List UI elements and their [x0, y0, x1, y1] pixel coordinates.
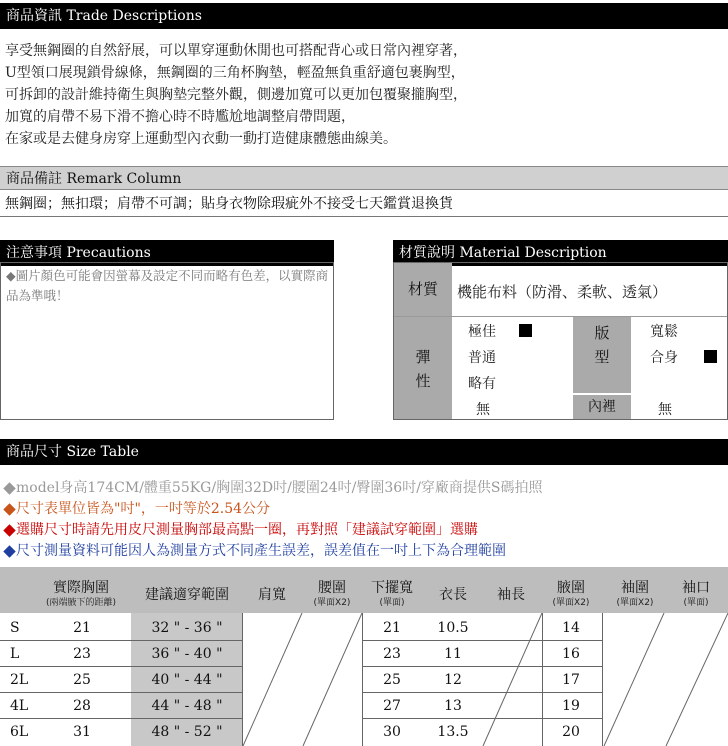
- fit-option: 合身: [650, 350, 678, 366]
- range-cell: 44 " - 48 ": [151, 698, 223, 714]
- size-note: 選購尺寸時請先用皮尺測量胸部最高點一圈，再對照「建議試穿範圍」選購: [4, 520, 543, 541]
- trade-line: 加寬的肩帶不易下滑不擔心時不時尷尬地調整肩帶問題，: [5, 109, 355, 125]
- size-note: model身高174CM/體重55KG/胸圍32D吋/腰圍24吋/臀圍36吋/穿廠商提供S碼拍照: [4, 478, 543, 499]
- range-cell: 40 " - 44 ": [151, 672, 223, 688]
- elasticity-label: [394, 317, 452, 419]
- elasticity-label-text: 彈性: [415, 348, 431, 390]
- col-header-shoulder: 肩寬: [258, 587, 286, 603]
- hem-cell: 23: [383, 646, 401, 662]
- col-header-waist: 腰圍 (單面X2): [313, 580, 351, 608]
- size-note: 尺寸測量資料可能因人為測量方式不同產生誤差，誤差值在一吋上下為合理範圍: [4, 541, 543, 562]
- divider: [0, 216, 728, 217]
- material-label: 材質: [394, 263, 452, 316]
- diamond-icon: [3, 503, 15, 515]
- trade-description-text: [5, 40, 467, 150]
- length-cell: 13: [444, 698, 462, 714]
- size-note: 尺寸表單位皆為"吋"，一吋等於2.54公分: [4, 499, 543, 520]
- length-cell: 11: [444, 646, 462, 662]
- size-notes: [4, 478, 543, 562]
- armhole-cell: 14: [562, 620, 580, 636]
- trade-descriptions-header: 商品資訊 Trade Descriptions: [0, 3, 728, 29]
- col-header-length: 衣長: [439, 587, 467, 603]
- col-header-hem: 下擺寬 (單面): [371, 580, 413, 608]
- precautions-header: 注意事項 Precautions: [0, 240, 334, 266]
- col-header-sleeve: 袖長: [497, 587, 525, 603]
- size-cell: 4L: [10, 698, 29, 714]
- diamond-icon: [3, 545, 15, 557]
- trade-line: 可拆卸的設計維持衛生與胸墊完整外觀，側邊加寬可以更加包覆聚攏胸型，: [5, 87, 467, 103]
- trade-line: U型領口展現鎖骨線條，無鋼圈的三角杯胸墊，輕盈無負重舒適包裹胸型，: [5, 65, 465, 81]
- fit-label: [573, 317, 631, 393]
- size-table-header: 商品尺寸 Size Table: [0, 439, 728, 465]
- length-cell: 13.5: [437, 724, 469, 740]
- diagonal-line: [604, 613, 664, 746]
- hem-cell: 25: [383, 672, 401, 688]
- col-header-range: 建議適穿範圍: [145, 587, 229, 603]
- selected-marker-square: [704, 350, 717, 363]
- hem-cell: 21: [383, 620, 401, 636]
- material-header: 材質說明 Material Description: [393, 240, 728, 266]
- remark-text: 無鋼圈；無扣環；肩帶不可調；貼身衣物除瑕疵外不接受七天鑑賞退換貨: [5, 196, 453, 212]
- diamond-icon: [3, 482, 15, 494]
- armhole-cell: 20: [562, 724, 580, 740]
- trade-line: 在家或是去健身房穿上運動型內衣動一動打造健康體態曲線美。: [5, 131, 397, 147]
- selected-marker-square: [519, 324, 532, 337]
- hem-cell: 30: [383, 724, 401, 740]
- armhole-cell: 17: [562, 672, 580, 688]
- col-header-armhole: 腋圍 (單面X2): [552, 580, 590, 608]
- size-cell: 2L: [10, 672, 29, 688]
- lining-value: 無: [658, 402, 672, 418]
- col-header-cuff: 袖口 (單面): [682, 580, 710, 608]
- size-cell: L: [10, 646, 20, 662]
- armhole-cell: 19: [562, 698, 580, 714]
- precautions-text: ◆圖片顏色可能會因螢幕及設定不同而略有色差，以實際商品為準哦！: [6, 268, 329, 303]
- size-cell: S: [10, 620, 20, 636]
- lining-label: 內裡: [573, 395, 631, 419]
- col-header-bust: 實際胸圍 (兩端腋下的距離): [45, 580, 117, 608]
- bust-cell: 31: [73, 724, 91, 740]
- trade-line: 享受無鋼圈的自然舒展，可以單穿運動休閒也可搭配背心或日常內裡穿著，: [5, 43, 467, 59]
- bust-cell: 23: [73, 646, 91, 662]
- diagonal-line: [666, 613, 728, 746]
- material-value: 機能布料（防滑、柔軟、透氣）: [457, 283, 668, 301]
- diagonal-line: [483, 613, 542, 746]
- bust-cell: 28: [73, 698, 91, 714]
- col-header-sleeve-circ: 袖圍 (單面X2): [616, 580, 654, 608]
- armhole-cell: 16: [562, 646, 580, 662]
- range-cell: 48 " - 52 ": [151, 724, 223, 740]
- elasticity-option: 普通: [468, 350, 496, 366]
- fit-option: 寬鬆: [650, 324, 678, 340]
- diagonal-line: [303, 613, 362, 746]
- length-cell: 12: [444, 672, 462, 688]
- fit-label-text: 版型: [594, 324, 610, 366]
- remark-column-header: 商品備註 Remark Column: [0, 166, 728, 190]
- diamond-icon: [3, 524, 15, 536]
- bust-cell: 21: [73, 620, 91, 636]
- size-cell: 6L: [10, 724, 29, 740]
- elasticity-option: 無: [476, 402, 490, 418]
- bust-cell: 25: [73, 672, 91, 688]
- elasticity-option: 略有: [468, 376, 496, 392]
- elasticity-option: 極佳: [468, 324, 496, 340]
- diagonal-line: [243, 613, 302, 746]
- length-cell: 10.5: [437, 620, 469, 636]
- hem-cell: 27: [383, 698, 401, 714]
- range-cell: 32 " - 36 ": [151, 620, 223, 636]
- range-cell: 36 " - 40 ": [151, 646, 223, 662]
